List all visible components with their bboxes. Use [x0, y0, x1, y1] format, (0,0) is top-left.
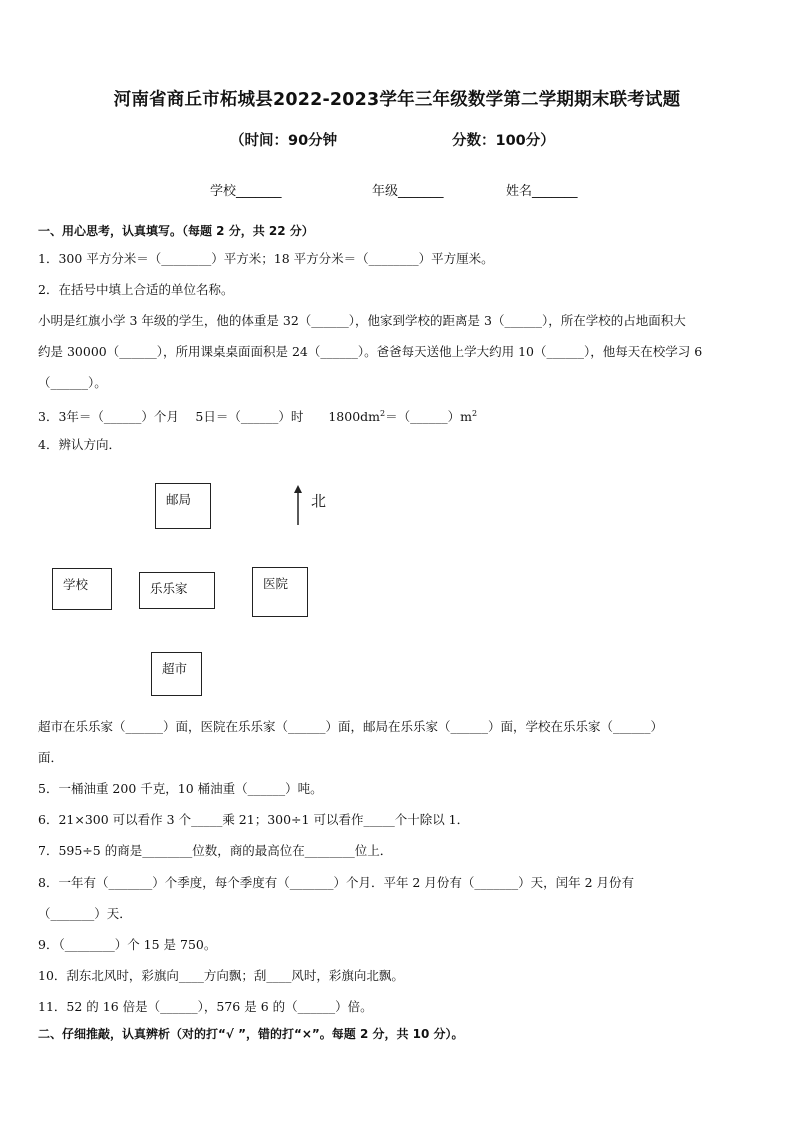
question-11: 11．52 的 16 倍是（______），576 是 6 的（______）倍。 [38, 999, 373, 1014]
question-10: 10．刮东北风时，彩旗向____方向飘；刮____风时，彩旗向北飘。 [38, 968, 404, 983]
section2-heading: 二、仔细推敲，认真辨析（对的打“√ ”，错的打“×”。每题 2 分，共 10 分）。 [38, 1027, 464, 1041]
question-3-part-a: 3．3年＝（______）个月 5日＝（______）时 1800dm [38, 409, 380, 425]
question-8-line-2: （_______）天． [38, 906, 132, 921]
question-2: 2．在括号中填上合适的单位名称。 [38, 282, 234, 297]
question-9: 9．（________）个 15 是 750。 [38, 937, 217, 952]
question-4-answer-line-2: 面． [38, 750, 64, 765]
home-label: 乐乐家 [150, 581, 188, 596]
question-3 [38, 405, 477, 426]
hospital-box [252, 567, 308, 617]
question-2-line-1: 小明是红旗小学 3 年级的学生，他的体重是 32（______），他家到学校的距离是 3（______），所在学校的占地面积大 [38, 313, 686, 328]
hospital-label: 医院 [263, 576, 289, 591]
question-8-line-1: 8．一年有（_______）个季度，每个季度有（_______）个月．平年 2 月份有（_______）天，闰年 2 月份有 [38, 875, 635, 890]
question-2-line-3: （______）。 [38, 375, 107, 390]
market-box [151, 652, 202, 696]
section1-heading: 一、用心思考，认真填写。（每题 2 分，共 22 分） [38, 224, 314, 238]
market-label: 超市 [162, 661, 188, 676]
exam-title: 河南省商丘市柘城县2022-2023学年三年级数学第二学期期末联考试题 [113, 90, 681, 110]
post-office-label: 邮局 [166, 492, 192, 507]
question-6: 6．21×300 可以看作 3 个_____乘 21；300÷1 可以看作_____个十除以 1． [38, 812, 470, 827]
post-office-box [155, 483, 211, 529]
time-limit: （时间：90分钟 [230, 133, 338, 149]
question-2-line-2: 约是 30000（______），所用课桌桌面面积是 24（______）。爸爸每天送他上学大约用 10（______），他每天在校学习 6 [38, 344, 703, 359]
superscript-square-2: 2 [471, 409, 478, 418]
question-4: 4．辨认方向． [38, 437, 121, 452]
total-score: 分数：100分） [452, 133, 555, 149]
school-label: 学校 [63, 577, 89, 592]
question-4-answer-line-1: 超市在乐乐家（______）面，医院在乐乐家（______）面，邮局在乐乐家（______）面，学校在乐乐家（______） [38, 719, 664, 734]
question-5: 5．一桶油重 200 千克，10 桶油重（______）吨。 [38, 781, 323, 796]
superscript-square: 2 [380, 409, 386, 418]
home-box [139, 572, 215, 609]
name-field: 姓名_______ [506, 184, 578, 199]
grade-field: 年级_______ [372, 184, 444, 199]
north-label: 北 [311, 492, 327, 510]
question-7: 7．595÷5 的商是________位数，商的最高位在________位上． [38, 843, 393, 858]
school-box [52, 568, 112, 610]
question-1: 1．300 平方分米＝（________）平方米；18 平方分米＝（________）平方厘米。 [38, 251, 494, 266]
question-3-part-b: ＝（______）m [385, 409, 472, 425]
school-field: 学校_______ [210, 184, 282, 199]
